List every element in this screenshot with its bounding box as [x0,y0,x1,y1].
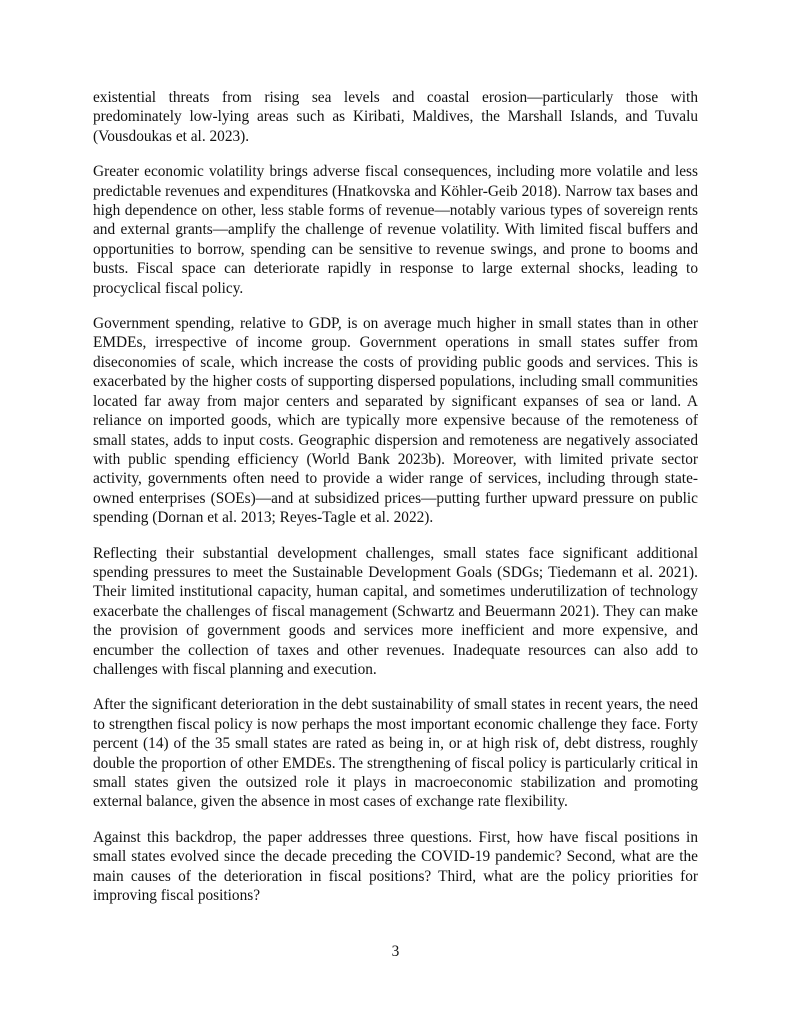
page-body [93,88,698,921]
paragraph-sea-level-threats: existential threats from rising sea levels and coastal erosion—particularly those with predominately low-lying areas such as Kiribati, Maldives, the Marshall Islands, and Tuvalu (Vousdoukas et al. 2023). [93,89,698,145]
paragraph-debt-sustainability: After the significant deterioration in the debt sustainability of small states in recent years, the need to strengthen fiscal policy is now perhaps the most important economic challenge they face. Forty percent (14) of the 35 small states are rated as being in, or at high risk of, debt distress, roughly double the proportion of other EMDEs. The strengthening of fiscal policy is particularly critical in small states given the outsized role it plays in macroeconomic stabilization and promoting external balance, given the absence in most cases of exchange rate flexibility. [93,696,698,811]
paragraph-government-spending: Government spending, relative to GDP, is on average much higher in small states than in other EMDEs, irrespective of income group. Government operations in small states suffer from diseconomies of scale, which increase the costs of providing public goods and services. This is exacerbated by the higher costs of supporting dispersed populations, including small communities located far away from major centers and separated by significant expanses of sea or land. A reliance on imported goods, which are typically more expensive because of the remoteness of small states, adds to input costs. Geographic dispersion and remoteness are negatively associated with public spending efficiency (World Bank 2023b). Moreover, with limited private sector activity, governments often need to provide a wider range of services, including through state-owned enterprises (SOEs)—and at subsidized prices—putting further upward pressure on public spending (Dornan et al. 2013; Reyes-Tagle et al. 2022). [93,315,698,527]
paragraph-development-challenges: Reflecting their substantial development challenges, small states face significant additional spending pressures to meet the Sustainable Development Goals (SDGs; Tiedemann et al. 2021). Their limited institutional capacity, human capital, and sometimes underutilization of technology exacerbate the challenges of fiscal management (Schwartz and Beuermann 2021). They can make the provision of government goods and services more inefficient and more expensive, and encumber the collection of taxes and other revenues. Inadequate resources can also add to challenges with fiscal planning and execution. [93,544,698,678]
paragraph-research-questions: Against this backdrop, the paper addresses three questions. First, how have fiscal positions in small states evolved since the decade preceding the COVID-19 pandemic? Second, what are the main causes of the deterioration in fiscal positions? Third, what are the policy priorities for improving fiscal positions? [93,828,698,905]
paragraph-economic-volatility: Greater economic volatility brings adverse fiscal consequences, including more volatile and less predictable revenues and expenditures (Hnatkovska and Köhler-Geib 2018). Narrow tax bases and high dependence on other, less stable forms of revenue—notably various types of sovereign rents and external grants—amplify the challenge of revenue volatility. With limited fiscal buffers and opportunities to borrow, spending can be sensitive to revenue swings, and prone to booms and busts. Fiscal space can deteriorate rapidly in response to large external shocks, leading to procyclical fiscal policy. [93,163,698,297]
page-number: 3 [391,943,400,960]
